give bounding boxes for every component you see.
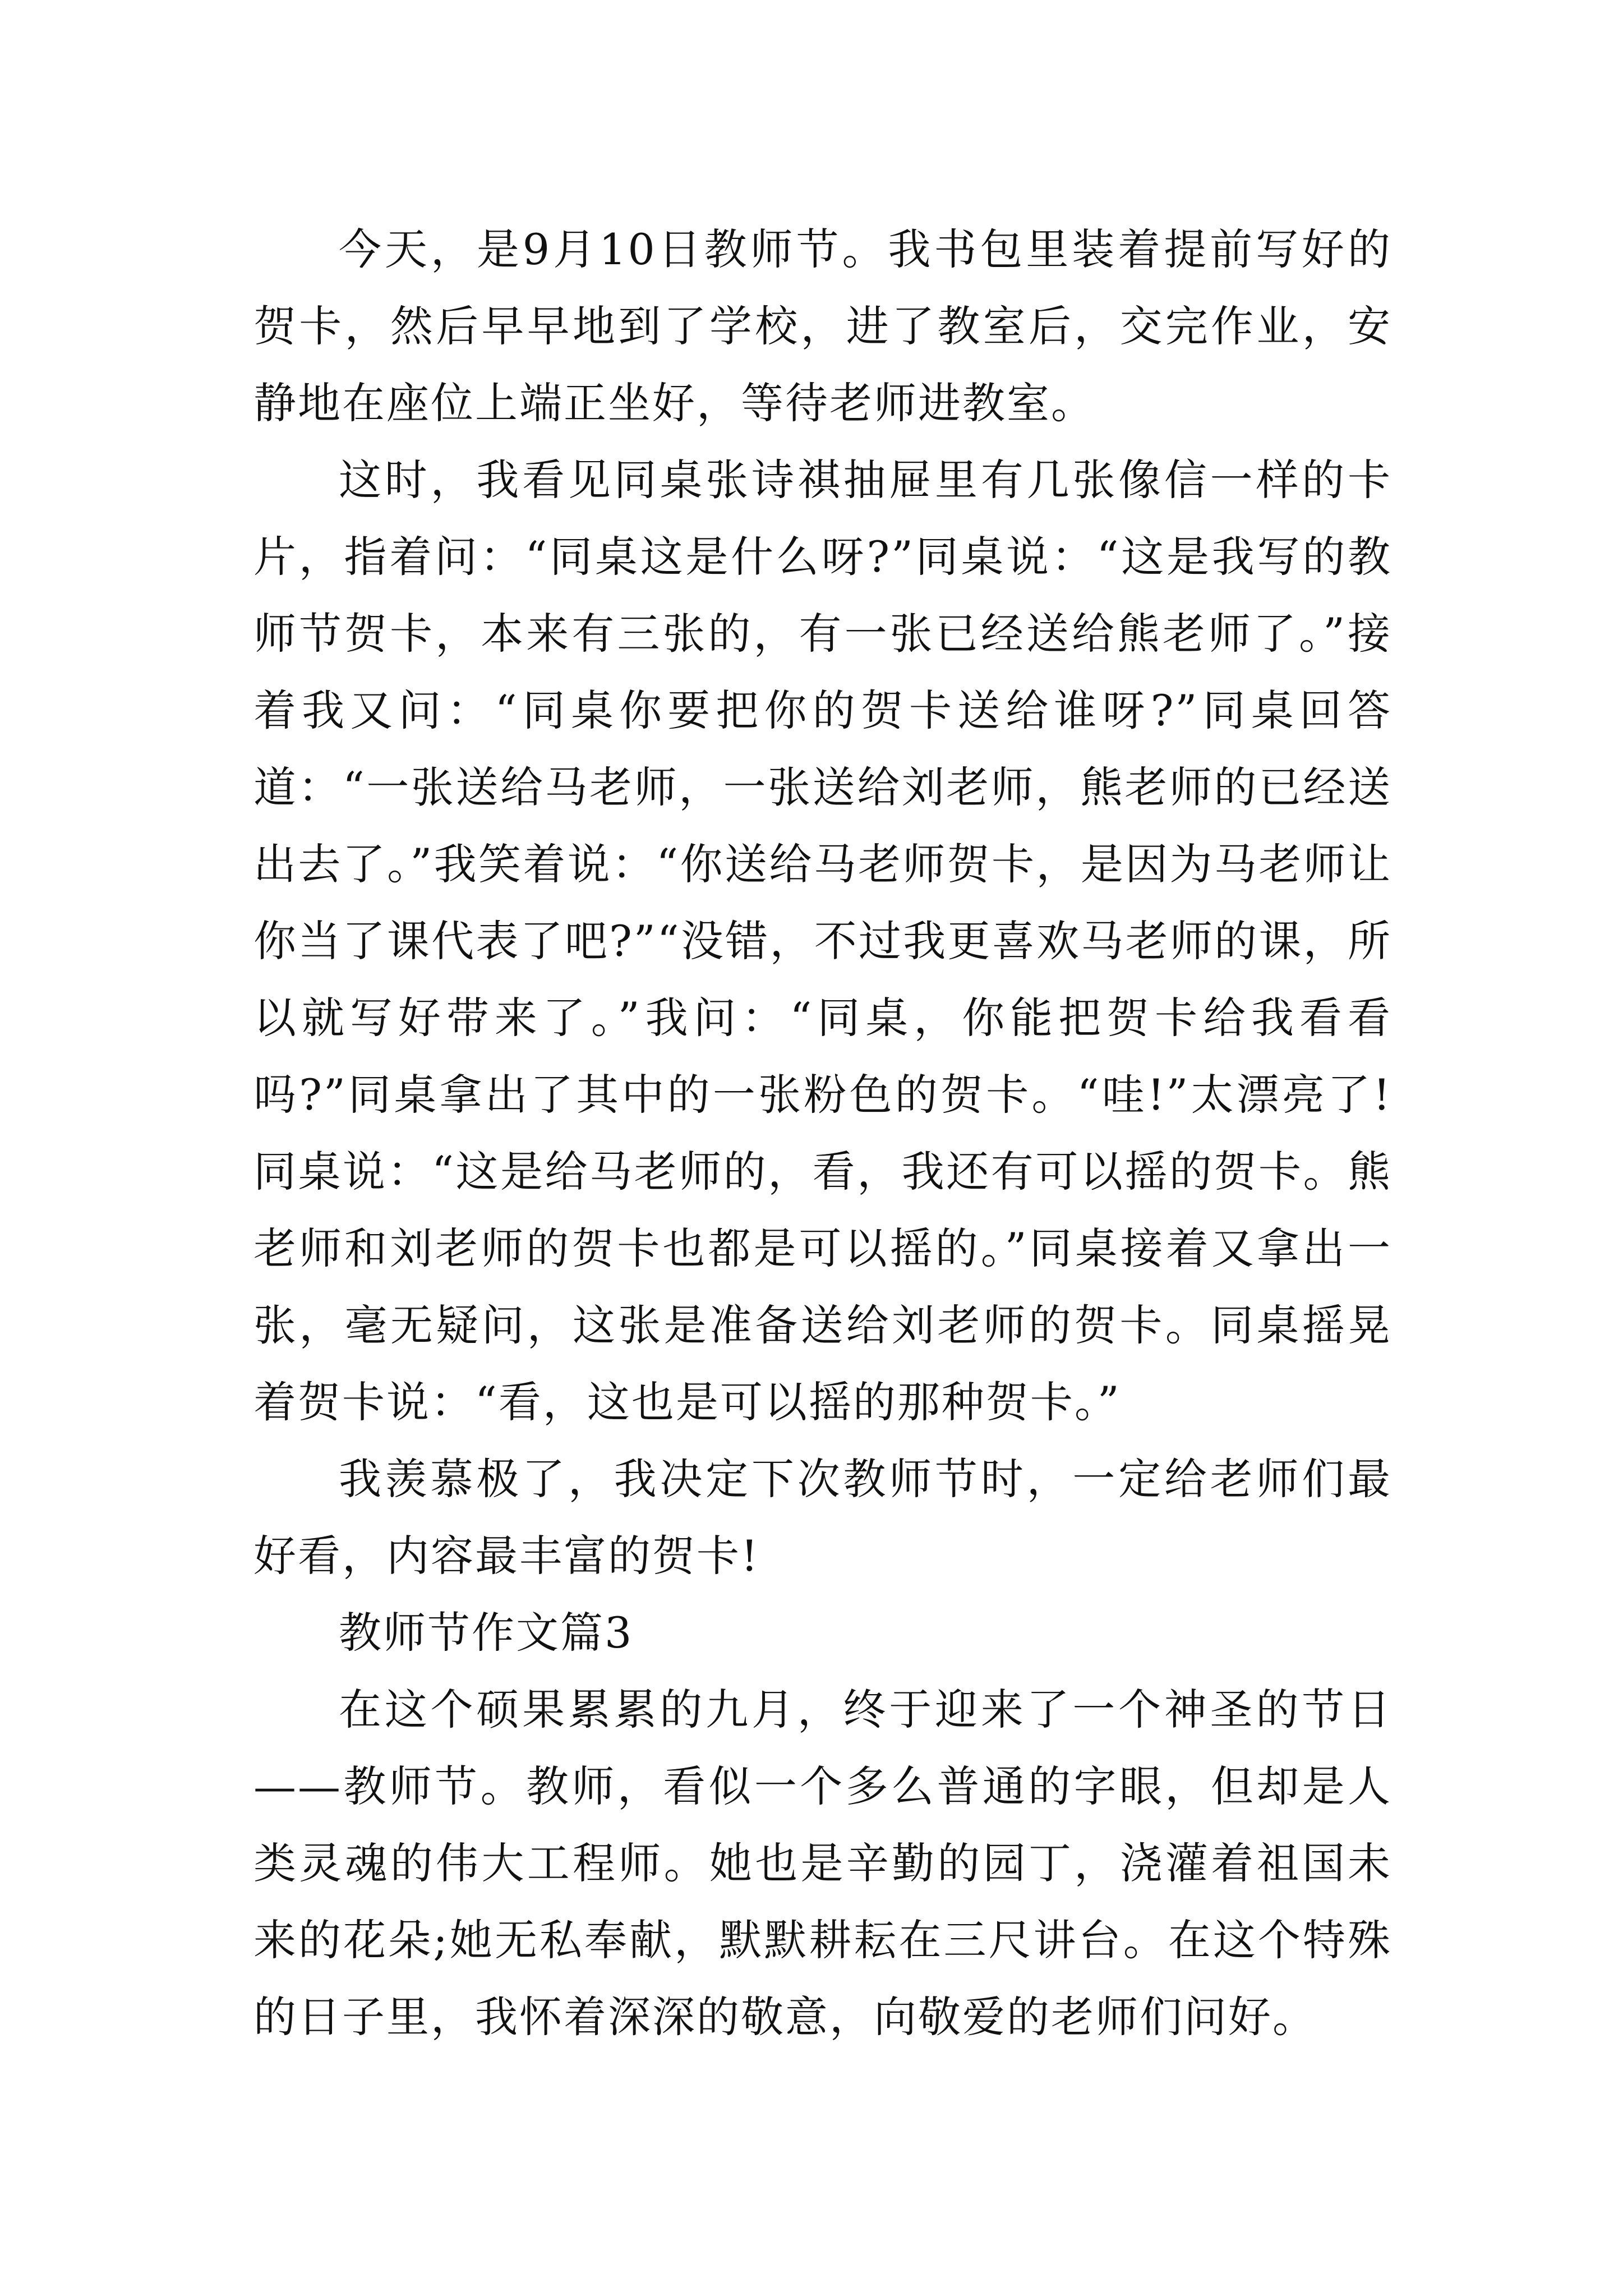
paragraph-envy-decision: 我羡慕极了，我决定下次教师节时，一定给老师们最好看，内容最丰富的贺卡!: [253, 1454, 1392, 1581]
paragraph-teachers-day-morning: 今天，是9月10日教师节。我书包里装着提前写好的贺卡，然后早早地到了学校，进了教室后，交完作业，安静地在座位上端正坐好，等待老师进教室。: [253, 224, 1392, 428]
section-heading: 教师节作文篇3: [339, 1608, 634, 1658]
document-body: [253, 211, 1392, 2055]
paragraph-harvest-september: 在这个硕果累累的九月，终于迎来了一个神圣的节日——教师节。教师，看似一个多么普通的字眼，但却是人类灵魂的伟大工程师。她也是辛勤的园丁，浇灌着祖国未来的花朵;她无私奉献，默默耕耘在三尺讲台。在这个特殊的日子里，我怀着深深的敬意，向敬爱的老师们问好。: [253, 1685, 1392, 2042]
paragraph-deskmate-cards: 这时，我看见同桌张诗祺抽屉里有几张像信一样的卡片，指着问：“同桌这是什么呀?”同桌说：“这是我写的教师节贺卡，本来有三张的，有一张已经送给熊老师了。”接着我又问：“同桌你要把你的贺卡送给谁呀?”同桌回答道：“一张送给马老师，一张送给刘老师，熊老师的已经送出去了。”我笑着说：“你送给马老师贺卡，是因为马老师让你当了课代表了吧?”“没错，不过我更喜欢马老师的课，所以就写好带来了。”我问：“同桌，你能把贺卡给我看看吗?”同桌拿出了其中的一张粉色的贺卡。“哇!”太漂亮了!同桌说：“这是给马老师的，看，我还有可以摇的贺卡。熊老师和刘老师的贺卡也都是可以摇的。”同桌接着又拿出一张，毫无疑问，这张是准备送给刘老师的贺卡。同桌摇晃着贺卡说：“看，这也是可以摇的那种贺卡。”: [253, 455, 1392, 1427]
